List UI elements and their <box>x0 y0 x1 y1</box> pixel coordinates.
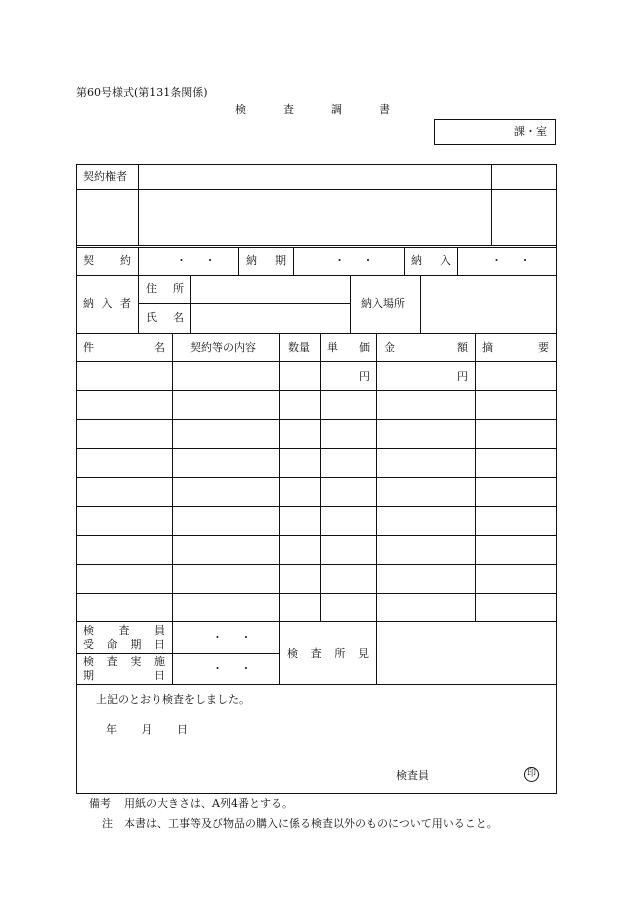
label-char: 査 <box>118 624 130 637</box>
col-line <box>138 247 139 275</box>
row-line <box>76 477 557 478</box>
col-line <box>457 247 458 275</box>
header-quantity: 数量 <box>288 341 310 354</box>
inspector-sign-label: 検査員 <box>396 769 429 782</box>
name-label <box>146 311 184 325</box>
row-line <box>76 390 557 391</box>
delivery-date: ・ ・ <box>491 254 531 267</box>
label-char: 約 <box>120 254 131 267</box>
label-char: 価 <box>359 341 370 354</box>
contractor-label: 契約権者 <box>83 170 127 183</box>
note1-text: 用紙の大きさは、A列4番とする。 <box>124 797 293 810</box>
label-char: 摘 <box>482 341 493 354</box>
title-char: 書 <box>379 103 390 116</box>
contract-label <box>83 254 131 268</box>
opinion-label <box>287 647 369 661</box>
delivery-place-label: 納入場所 <box>361 297 405 310</box>
label-char: 件 <box>83 341 94 354</box>
col-line <box>376 333 377 684</box>
label-char: 金 <box>384 341 395 354</box>
row-line <box>76 275 557 276</box>
row-line <box>76 333 557 334</box>
col-line <box>320 333 321 621</box>
order-date-value: ・ ・ <box>212 631 252 644</box>
header-content: 契約等の内容 <box>190 341 256 354</box>
execution-value: ・ ・ <box>212 662 252 675</box>
date-char: 年 <box>106 723 117 736</box>
note1-label: 備考 <box>89 797 111 810</box>
label-char: 住 <box>146 282 157 295</box>
col-line <box>420 275 421 333</box>
form-number: 第60号様式(第131条関係) <box>76 86 208 99</box>
label-char: 見 <box>357 647 369 660</box>
label-char: 受 <box>83 638 94 651</box>
department-label: 課・室 <box>514 125 547 138</box>
inspector-label <box>83 624 165 638</box>
row-line <box>138 303 350 304</box>
label-char: 額 <box>457 341 468 354</box>
order-date-label <box>83 638 165 652</box>
col-line <box>138 275 139 333</box>
certification-statement: 上記のとおり検査をしました。 <box>96 693 250 706</box>
label-char: 命 <box>106 638 118 651</box>
header-item-name <box>83 341 165 355</box>
contract-date: ・ ・ <box>176 254 216 267</box>
label-char: 納 <box>246 254 257 267</box>
address-label <box>146 282 184 296</box>
label-char: 検 <box>83 624 94 637</box>
execution-label <box>83 655 165 669</box>
seal-mark: 印 <box>524 767 539 782</box>
header-unit-price <box>327 341 370 355</box>
label-char: 査 <box>106 655 118 668</box>
row-line <box>76 621 557 622</box>
deadline-date: ・ ・ <box>334 254 374 267</box>
col-line <box>350 275 351 333</box>
label-char: 期 <box>275 254 286 267</box>
row-line <box>76 189 557 190</box>
label-char: 所 <box>334 647 346 660</box>
label-char: 検 <box>287 647 298 660</box>
label-char: 者 <box>120 297 131 310</box>
label-char: 契 <box>83 254 94 267</box>
col-line <box>172 621 173 684</box>
certification-date <box>106 723 188 737</box>
label-char: 施 <box>153 655 165 668</box>
row-line <box>76 506 557 507</box>
row-line <box>76 564 557 565</box>
col-line <box>293 247 294 275</box>
label-char: 検 <box>83 655 94 668</box>
label-char: 日 <box>153 638 165 651</box>
label-char: 氏 <box>146 311 157 324</box>
row-line <box>76 593 557 594</box>
document-title <box>235 103 390 117</box>
label-char: 実 <box>130 655 142 668</box>
label-char: 単 <box>327 341 338 354</box>
label-char: 要 <box>538 341 549 354</box>
label-char: 査 <box>310 647 322 660</box>
label-char: 期 <box>130 638 142 651</box>
row-line <box>76 419 557 420</box>
deadline-label <box>246 254 286 268</box>
label-char: 員 <box>154 624 165 637</box>
delivery-label <box>411 254 451 268</box>
title-char: 査 <box>283 103 294 116</box>
note2-label: 注 <box>102 817 113 830</box>
label-char: 入 <box>101 297 113 310</box>
row-line <box>76 247 557 248</box>
supplier-label <box>83 297 131 311</box>
label-char: 名 <box>154 341 165 354</box>
col-line <box>238 247 239 275</box>
col-line <box>491 164 492 245</box>
label-char: 所 <box>173 282 184 295</box>
row-line <box>76 653 279 654</box>
date-char: 月 <box>141 723 153 736</box>
header-remarks <box>482 341 549 355</box>
header-amount <box>384 341 468 355</box>
row-line <box>76 361 557 362</box>
title-char: 調 <box>331 103 342 116</box>
note2-text: 本書は、工事等及び物品の購入に係る検査以外のものについて用いること。 <box>124 817 498 830</box>
col-line <box>404 247 405 275</box>
execution-label-2 <box>83 669 165 683</box>
row-line <box>76 448 557 449</box>
unit-price-unit: 円 <box>359 370 370 383</box>
label-char: 納 <box>411 254 422 267</box>
col-line <box>138 164 139 245</box>
label-char: 入 <box>440 254 451 267</box>
row-line <box>76 535 557 536</box>
col-line <box>190 275 191 333</box>
label-char: 名 <box>173 311 184 324</box>
amount-unit: 円 <box>457 370 468 383</box>
col-line <box>475 333 476 621</box>
label-char: 日 <box>154 669 165 682</box>
row-line <box>76 245 557 246</box>
label-char: 納 <box>83 297 94 310</box>
title-char: 検 <box>235 103 246 116</box>
row-line <box>76 684 557 685</box>
col-line <box>279 333 280 684</box>
col-line <box>172 333 173 621</box>
label-char: 期 <box>83 669 94 682</box>
date-char: 日 <box>177 723 188 736</box>
